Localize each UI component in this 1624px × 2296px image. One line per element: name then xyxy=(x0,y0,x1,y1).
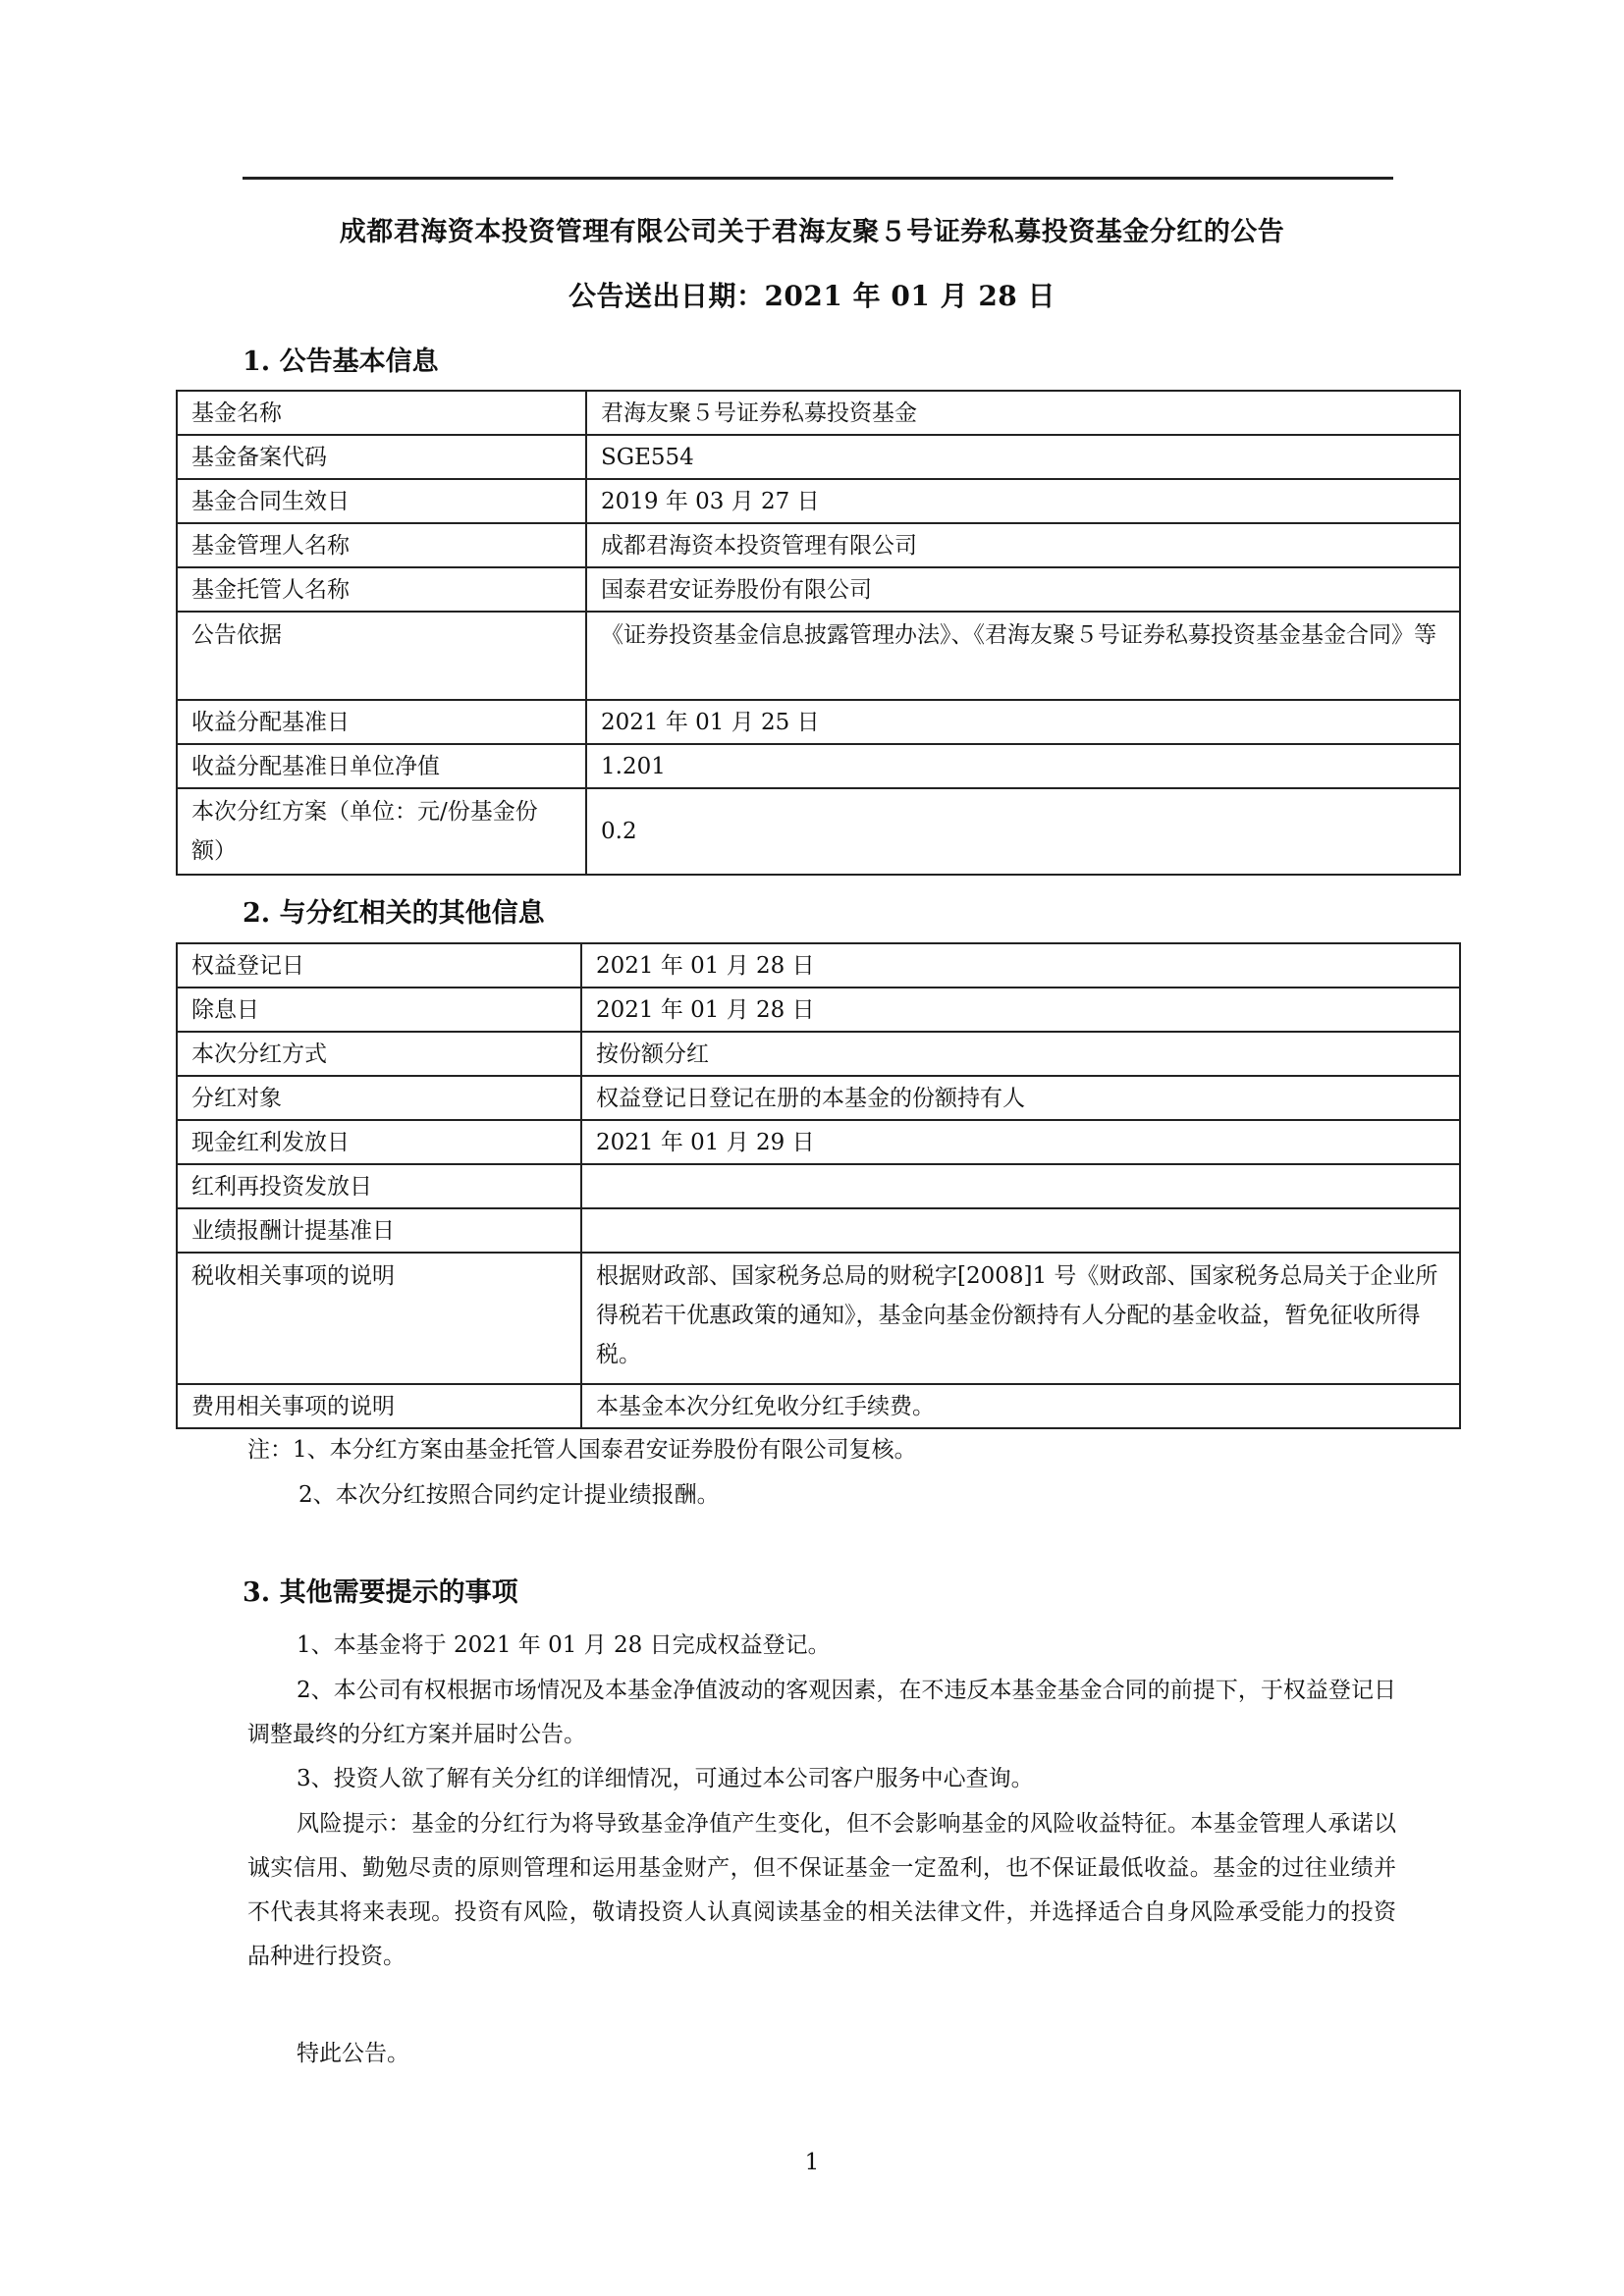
row-value: 权益登记日登记在册的本基金的份额持有人 xyxy=(581,1076,1460,1120)
table-row xyxy=(177,1032,1460,1076)
paragraph: 3、投资人欲了解有关分红的详细情况，可通过本公司客户服务中心查询。 xyxy=(297,1766,1034,1791)
row-label: 红利再投资发放日 xyxy=(177,1164,581,1208)
row-value xyxy=(581,1208,1460,1253)
table-row xyxy=(177,612,1460,700)
row-value: 2019 年 03 月 27 日 xyxy=(586,479,1460,523)
announcement-date: 公告送出日期：2021 年 01 月 28 日 xyxy=(568,280,1056,312)
row-value: 2021 年 01 月 28 日 xyxy=(581,943,1460,988)
row-value: 1.201 xyxy=(586,744,1460,788)
table-row xyxy=(177,1076,1460,1120)
row-value: 2021 年 01 月 25 日 xyxy=(586,700,1460,744)
table-row xyxy=(177,1120,1460,1164)
row-label: 分红对象 xyxy=(177,1076,581,1120)
section-1-heading: 1. 公告基本信息 xyxy=(243,347,439,377)
row-label: 基金名称 xyxy=(177,391,586,435)
row-label: 费用相关事项的说明 xyxy=(177,1384,581,1428)
row-value: 君海友聚５号证券私募投资基金 xyxy=(586,391,1460,435)
row-label: 收益分配基准日 xyxy=(177,700,586,744)
table-row xyxy=(177,744,1460,788)
row-label: 基金备案代码 xyxy=(177,435,586,479)
risk-warning-paragraph: 风险提示：基金的分红行为将导致基金净值产生变化，但不会影响基金的风险收益特征。本基金管理人承诺以诚实信用、勤勉尽责的原则管理和运用基金财产，但不保证基金一定盈利，也不保证最低收益。基金的过往业绩并不代表其将来表现。投资有风险，敬请投资人认真阅读基金的相关法律文件，并选择适合自身风险承受能力的投资品种进行投资。 xyxy=(247,1811,1396,1969)
row-label: 基金合同生效日 xyxy=(177,479,586,523)
table-row xyxy=(177,788,1460,875)
row-label: 税收相关事项的说明 xyxy=(177,1253,581,1384)
table-row xyxy=(177,523,1460,567)
section-3-heading: 3. 其他需要提示的事项 xyxy=(243,1577,518,1608)
closing-statement: 特此公告。 xyxy=(297,2041,409,2066)
row-label: 权益登记日 xyxy=(177,943,581,988)
table-row xyxy=(177,479,1460,523)
note-2: 2、本次分红按照合同约定计提业绩报酬。 xyxy=(298,1482,720,1508)
row-label: 公告依据 xyxy=(177,612,586,700)
table-row xyxy=(177,988,1460,1032)
paragraph: 1、本基金将于 2021 年 01 月 28 日完成权益登记。 xyxy=(297,1632,831,1658)
paragraph: 2、本公司有权根据市场情况及本基金净值波动的客观因素，在不违反本基金基金合同的前提下，于权益登记日调整最终的分红方案并届时公告。 xyxy=(247,1678,1396,1747)
row-label: 基金托管人名称 xyxy=(177,567,586,612)
note-1: 注：1、本分红方案由基金托管人国泰君安证券股份有限公司复核。 xyxy=(247,1437,917,1463)
row-value: 根据财政部、国家税务总局的财税字[2008]1 号《财政部、国家税务总局关于企业所得税若干优惠政策的通知》，基金向基金份额持有人分配的基金收益，暂免征收所得税。 xyxy=(581,1253,1460,1384)
table-row xyxy=(177,1164,1460,1208)
row-value: 按份额分红 xyxy=(581,1032,1460,1076)
row-label: 本次分红方式 xyxy=(177,1032,581,1076)
row-label: 收益分配基准日单位净值 xyxy=(177,744,586,788)
table-row xyxy=(177,1253,1460,1384)
table-row xyxy=(177,700,1460,744)
section-2-heading: 2. 与分红相关的其他信息 xyxy=(243,898,545,929)
row-label: 现金红利发放日 xyxy=(177,1120,581,1164)
table-row xyxy=(177,391,1460,435)
table-row xyxy=(177,943,1460,988)
row-label: 本次分红方案（单位：元/份基金份额） xyxy=(177,788,586,875)
page-number: 1 xyxy=(804,2150,820,2175)
row-value: 成都君海资本投资管理有限公司 xyxy=(586,523,1460,567)
row-value: 2021 年 01 月 29 日 xyxy=(581,1120,1460,1164)
row-value: 国泰君安证券股份有限公司 xyxy=(586,567,1460,612)
row-value: 2021 年 01 月 28 日 xyxy=(581,988,1460,1032)
row-value xyxy=(581,1164,1460,1208)
document-title: 成都君海资本投资管理有限公司关于君海友聚５号证券私募投资基金分红的公告 xyxy=(339,217,1285,247)
row-value: 本基金本次分红免收分红手续费。 xyxy=(581,1384,1460,1428)
row-label: 除息日 xyxy=(177,988,581,1032)
table-row xyxy=(177,1208,1460,1253)
top-rule xyxy=(243,177,1393,180)
table-row xyxy=(177,1384,1460,1428)
row-value: SGE554 xyxy=(586,435,1460,479)
row-label: 业绩报酬计提基准日 xyxy=(177,1208,581,1253)
table-row xyxy=(177,435,1460,479)
row-value: 《证券投资基金信息披露管理办法》、《君海友聚５号证券私募投资基金基金合同》等 xyxy=(586,612,1460,700)
row-value: 0.2 xyxy=(586,788,1460,875)
basic-info-table xyxy=(176,390,1461,876)
table-row xyxy=(177,567,1460,612)
dividend-info-table xyxy=(176,942,1461,1429)
row-label: 基金管理人名称 xyxy=(177,523,586,567)
